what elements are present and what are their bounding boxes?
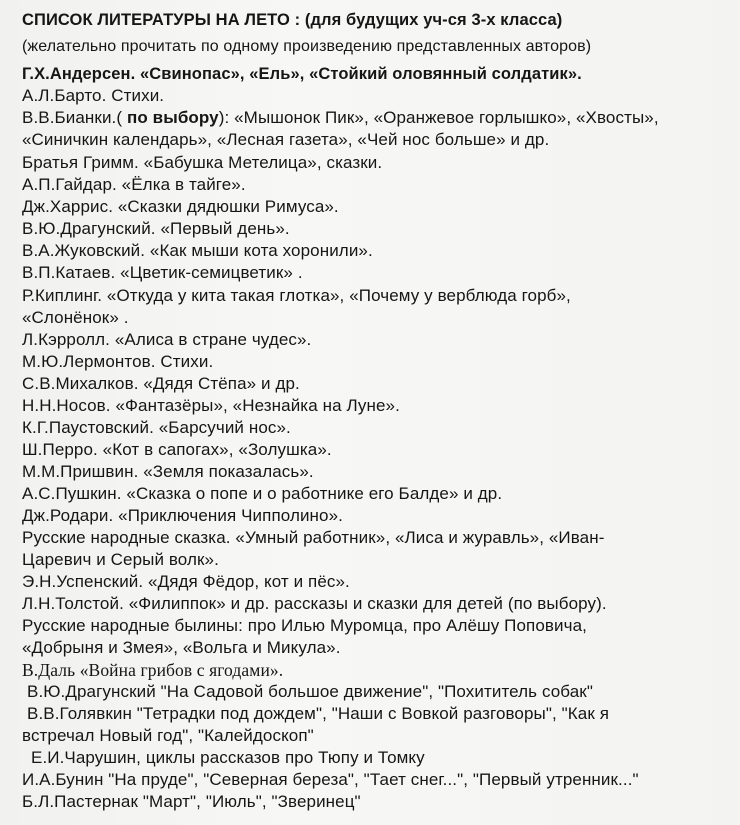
list-item-nosov: Н.Н.Носов. «Фантазёры», «Незнайка на Луне». [22, 396, 400, 415]
list-item-barto: А.Л.Барто. Стихи. [22, 86, 165, 105]
list-item-charushin: Е.И.Чарушин, циклы рассказов про Тюпу и Томку [31, 748, 425, 767]
bianki-author: В.В.Бианки.( [22, 108, 127, 127]
list-item-kipling-cont: «Слонёнок» . [22, 308, 129, 327]
list-item-prishvin: М.М.Пришвин. «Земля показалась». [22, 462, 314, 481]
list-item-grimm: Братья Гримм. «Бабушка Метелица», сказки. [22, 153, 383, 172]
list-item-bianki [22, 107, 659, 129]
list-item-andersen: Г.Х.Андерсен. «Свинопас», «Ель», «Стойкий оловянный солдатик». [22, 65, 582, 83]
list-item-kipling: Р.Киплинг. «Откуда у кита такая глотка», «Почему у верблюда горб», [22, 286, 571, 305]
list-item-bianki-cont: «Синичкин календарь», «Лесная газета», «Чей нос больше» и др. [22, 130, 550, 149]
list-item-pasternak: Б.Л.Пастернак "Март", "Июль", "Зверинец" [22, 792, 361, 811]
bianki-works: ): «Мышонок Пик», «Оранжевое горлышко», «Хвосты», [218, 108, 659, 127]
list-item-bunin: И.А.Бунин "На пруде", "Северная береза", "Тает снег...", "Первый утренник..." [22, 770, 639, 789]
list-item-uspensky: Э.Н.Успенский. «Дядя Фёдор, кот и пёс». [22, 572, 350, 591]
list-item-pushkin: А.С.Пушкин. «Сказка о попе и о работнике его Балде» и др. [22, 484, 503, 503]
document-title: СПИСОК ЛИТЕРАТУРЫ НА ЛЕТО : (для будущих уч-ся 3-х класса) [22, 11, 563, 29]
list-item-carroll: Л.Кэрролл. «Алиса в стране чудес». [22, 330, 312, 349]
list-item-perrault: Ш.Перро. «Кот в сапогах», «Золушка». [22, 440, 332, 459]
bianki-choice-note: по выбору [126, 108, 219, 127]
list-item-tolstoy: Л.Н.Толстой. «Филиппок» и др. рассказы и сказки для детей (по выбору). [22, 594, 607, 613]
list-item-dragunsky-2: В.Ю.Драгунский "На Садовой большое движение", "Похититель собак" [27, 682, 593, 701]
list-item-dal: В.Даль «Война грибов с ягодами». [22, 660, 284, 680]
document-subtitle: (желательно прочитать по одному произведению представленных авторов) [22, 38, 592, 55]
list-item-rodari: Дж.Родари. «Приключения Чипполино». [22, 506, 343, 525]
list-item-folk-tales-cont: Царевич и Серый волк». [22, 550, 219, 569]
list-item-harris: Дж.Харрис. «Сказки дядюшки Римуса». [22, 197, 339, 216]
list-item-bylinas: Русские народные былины: про Илью Муромца, про Алёшу Поповича, [22, 616, 587, 635]
list-item-dragunsky: В.Ю.Драгунский. «Первый день». [22, 219, 290, 238]
list-item-golyavkin-cont: встречал Новый год", "Калейдоскоп" [22, 726, 314, 745]
list-item-gaidar: А.П.Гайдар. «Ёлка в тайге». [22, 175, 246, 194]
list-item-bylinas-cont: «Добрыня и Змея», «Вольга и Микула». [22, 638, 341, 657]
list-item-folk-tales: Русские народные сказка. «Умный работник», «Лиса и журавль», «Иван- [22, 528, 605, 547]
list-item-zhukovsky: В.А.Жуковский. «Как мыши кота хоронили». [22, 241, 373, 260]
list-item-golyavkin: В.В.Голявкин "Тетрадки под дождем", "Наши с Вовкой разговоры", "Как я [27, 704, 610, 723]
list-item-lermontov: М.Ю.Лермонтов. Стихи. [22, 352, 214, 371]
list-item-paustovsky: К.Г.Паустовский. «Барсучий нос». [22, 418, 291, 437]
list-item-kataev: В.П.Катаев. «Цветик-семицветик» . [22, 263, 303, 282]
list-item-mikhalkov: С.В.Михалков. «Дядя Стёпа» и др. [22, 374, 300, 393]
